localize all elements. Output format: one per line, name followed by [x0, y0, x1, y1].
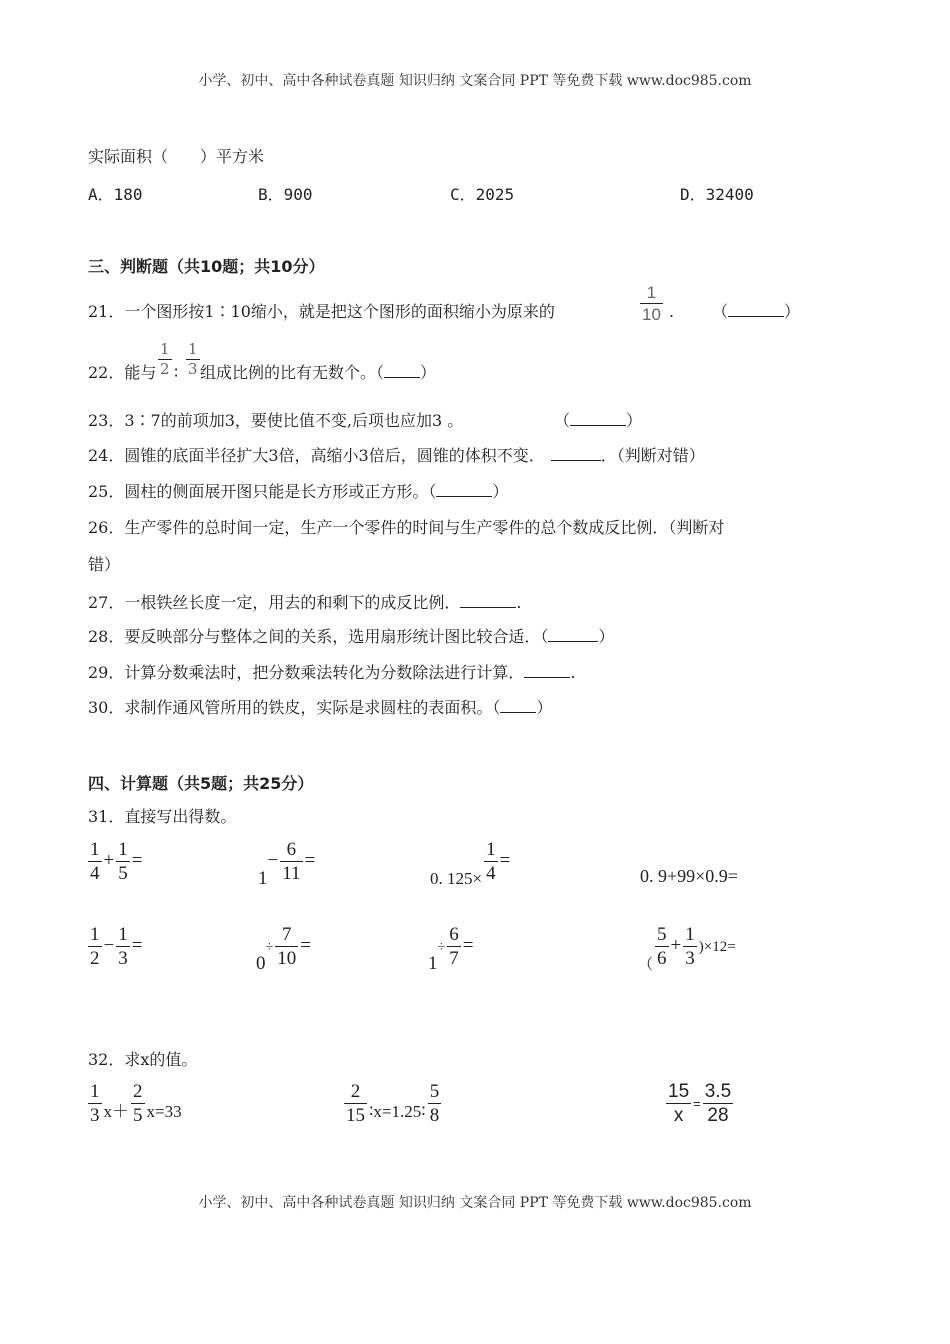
question-22-text: 组成比例的比有无数个。（ ）	[200, 363, 437, 382]
question-32-prompt: 32．求x的值。	[88, 1050, 198, 1069]
answer-blank[interactable]	[551, 446, 601, 461]
question-26-line-2: 错）	[88, 555, 121, 574]
answer-blank[interactable]	[460, 593, 516, 608]
answer-blank[interactable]	[524, 663, 570, 678]
fraction-numerator: 1	[640, 284, 663, 304]
question-22-colon: ∶	[174, 363, 179, 382]
question-21-answer[interactable]: （ ）	[712, 302, 801, 321]
question-20-tail: 实际面积（ ）平方米	[88, 147, 265, 166]
question-21-fraction	[638, 284, 665, 323]
question-26-line-1: 26．生产零件的总时间一定，生产一个零件的时间与生产零件的总个数成反比例．（判断对	[88, 518, 725, 537]
option-a: A．180	[88, 185, 143, 204]
calc-expression-2: 1− $\frac{6}{11}$ =	[258, 839, 316, 889]
calc-expression-5: $\frac{1}{2}$ − $\frac{1}{3}$ =	[90, 924, 143, 969]
calc-expression-6: 0÷ $\frac{7}{10}$ =	[256, 924, 311, 974]
calc-expression-4: 0. 9+99×0.9=	[640, 866, 738, 886]
answer-blank[interactable]	[500, 698, 536, 713]
question-21	[88, 302, 555, 322]
question-27: 27．一根铁丝长度一定，用去的和剩下的成反比例． .	[88, 593, 522, 612]
question-30: 30．求制作通风管所用的铁皮，实际是求圆柱的表面积。（ ）	[88, 698, 553, 717]
answer-blank[interactable]	[384, 363, 420, 378]
page-header: 小学、初中、高中各种试卷真题 知识归纳 文案合同 PPT 等免费下载 www.doc985.com	[198, 73, 752, 89]
calc-expression-1: $\frac{1}{4}$ + $\frac{1}{5}$ =	[90, 839, 143, 884]
question-22-pre: 22．能与	[88, 363, 157, 382]
equation-2: $\frac{2}{15}$ ∶x=1.25∶ $\frac{5}{8}$	[346, 1081, 440, 1126]
question-31-prompt: 31．直接写出得数。	[88, 807, 237, 826]
question-21-text: 21．一个图形按1∶10缩小，就是把这个图形的面积缩小为原来的	[88, 302, 555, 321]
answer-blank[interactable]	[548, 627, 598, 642]
option-d: D．32400	[680, 185, 754, 204]
calc-expression-8: $_($ $\frac{5}{6}$ + $\frac{1}{3}$ )×12=	[638, 924, 736, 973]
question-22-fraction-2: $\frac{1}{3}$	[188, 340, 198, 378]
question-28: 28．要反映部分与整体之间的关系，选用扇形统计图比较合适．（ ）	[88, 627, 615, 646]
question-23: 23．3∶7的前项加3，要使比值不变,后项也应加3 。	[88, 411, 464, 430]
question-23-answer[interactable]: （ ）	[554, 411, 643, 430]
question-25: 25．圆柱的侧面展开图只能是长方形或正方形。（ ）	[88, 482, 509, 501]
equation-3: $\frac{15}{x}$ = $\frac{3.5}{28}$	[668, 1081, 732, 1126]
calc-expression-3: 0. 125× $\frac{1}{4}$ =	[430, 839, 511, 888]
calc-expression-7: 1÷ $\frac{6}{7}$ =	[428, 924, 474, 974]
fraction-denominator: 10	[642, 305, 661, 324]
option-b: B．900	[258, 185, 313, 204]
question-21-end: .	[669, 302, 675, 321]
option-c: C．2025	[450, 185, 515, 204]
answer-blank[interactable]	[436, 482, 492, 497]
answer-blank[interactable]	[570, 411, 626, 426]
question-29: 29．计算分数乘法时，把分数乘法转化为分数除法进行计算． .	[88, 663, 576, 682]
section-4-title: 四、计算题（共5题；共25分）	[88, 774, 314, 793]
equation-1: $\frac{1}{3}$ x＋ $\frac{2}{5}$ x=33	[90, 1081, 182, 1126]
question-24: 24．圆锥的底面半径扩大3倍，高缩小3倍后，圆锥的体积不变． ．（判断对错）	[88, 446, 705, 465]
answer-blank[interactable]	[728, 302, 784, 317]
page-footer: 小学、初中、高中各种试卷真题 知识归纳 文案合同 PPT 等免费下载 www.doc985.com	[198, 1195, 752, 1211]
question-22-fraction-1: $\frac{1}{2}$	[160, 340, 170, 378]
section-3-title: 三、判断题（共10题；共10分）	[88, 257, 325, 276]
